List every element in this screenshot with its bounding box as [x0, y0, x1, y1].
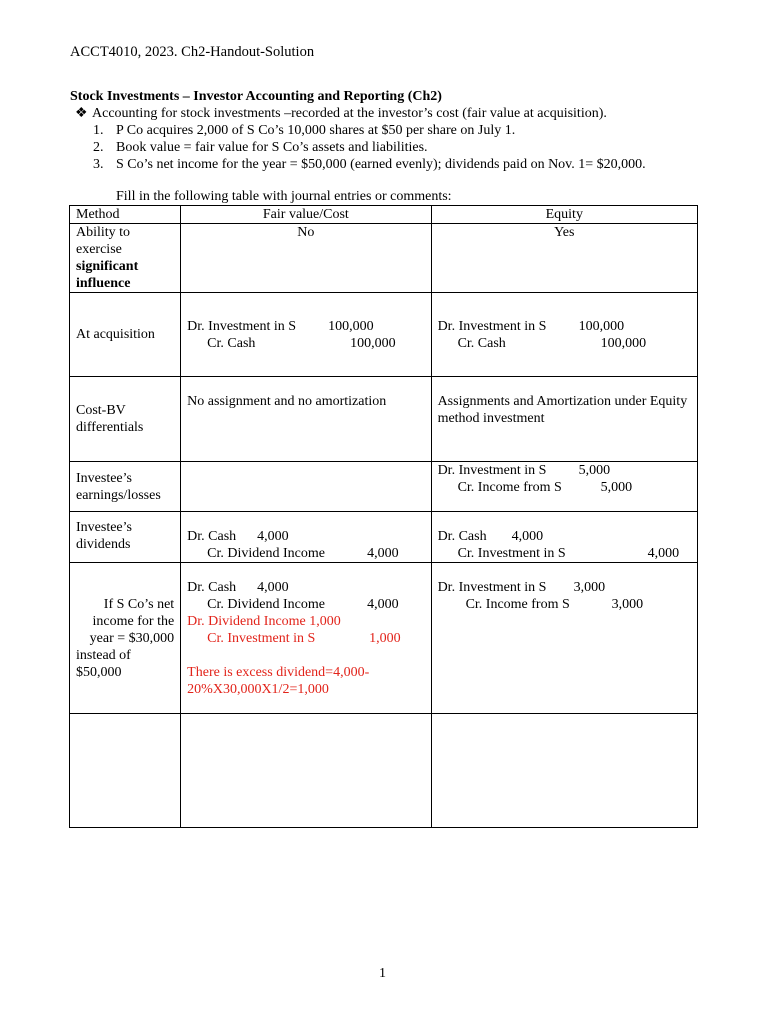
table-row-ability [70, 224, 698, 293]
table-header-row [70, 206, 698, 224]
table-row-dividends [70, 512, 698, 563]
table-row-empty [70, 714, 698, 828]
journal-debit-line [438, 579, 691, 596]
journal-credit-line [438, 545, 691, 562]
empty-cell [181, 714, 431, 828]
account-name: Cr. Cash [457, 335, 506, 351]
correction-debit-line: Dr. Dividend Income 1,000 [187, 614, 341, 629]
amount: 4,000 [257, 580, 289, 595]
label-line: Cost-BV [76, 403, 126, 418]
empty-cell [70, 714, 181, 828]
amount: 100,000 [350, 335, 396, 351]
label-line: earnings/losses [76, 487, 161, 503]
journal-credit-line [438, 479, 691, 496]
account-name: Dr. Cash [187, 529, 237, 544]
list-number: 2. [93, 140, 104, 155]
amount: 4,000 [367, 546, 399, 561]
eq-cell [431, 512, 697, 563]
label-line: exercise [76, 242, 122, 257]
label-line: year = $30,000 [89, 631, 175, 646]
account-name: Cr. Dividend Income [207, 546, 325, 561]
label-line: significant [76, 259, 139, 274]
account-name: Cr. Investment in S [457, 546, 566, 561]
label-line: If S Co’s net [103, 597, 175, 612]
label-line: differentials [76, 420, 144, 435]
page-number: 1 [379, 966, 386, 981]
account-name: Cr. Income from S [457, 480, 562, 495]
journal-debit-line [187, 579, 424, 596]
label-line: Ability to [76, 225, 131, 240]
label-line: income for the [92, 614, 175, 629]
list-text: Book value = fair value for S Co’s assets and liabilities. [116, 140, 428, 155]
account-name: Dr. Cash [437, 529, 487, 544]
eq-cell [431, 462, 697, 512]
amount: 3,000 [611, 597, 644, 612]
document-header: ACCT4010, 2023. Ch2-Handout-Solution [70, 44, 315, 60]
instruction-text: Fill in the following table with journal entries or comments: [116, 189, 452, 204]
row-label [70, 377, 181, 462]
amount: 100,000 [578, 318, 625, 334]
account-name: Cr. Investment in S [207, 631, 316, 646]
journal-credit-line [187, 335, 424, 352]
list-number: 3. [93, 157, 104, 172]
table-row-acquisition [70, 293, 698, 377]
journal-debit-line [438, 318, 691, 335]
amount: 100,000 [328, 318, 374, 334]
fv-cell [181, 512, 431, 563]
header-method: Method [70, 206, 181, 224]
account-name: Dr. Cash [187, 580, 237, 595]
fv-cell: No [181, 224, 431, 293]
label-line: Investee’s [76, 520, 132, 535]
section-title: Stock Investments – Investor Accounting and Reporting (Ch2) [70, 89, 442, 104]
fv-cell [181, 563, 431, 714]
account-name: Dr. Investment in S [437, 318, 547, 334]
journal-debit-line [438, 528, 691, 545]
numbered-list [93, 122, 693, 173]
label-line: dividends [76, 537, 131, 552]
journal-debit-line [438, 462, 691, 479]
fv-cell: No assignment and no amortization [181, 377, 431, 462]
bullet-point [75, 105, 607, 122]
list-item [93, 156, 693, 173]
eq-cell [431, 293, 697, 377]
amount: 100,000 [600, 335, 647, 351]
journal-debit-line [187, 318, 424, 335]
account-name: Cr. Dividend Income [207, 597, 325, 612]
account-name: Dr. Investment in S [437, 580, 547, 595]
amount: 4,000 [511, 529, 544, 544]
fv-cell [181, 293, 431, 377]
amount: 5,000 [600, 480, 633, 495]
excess-dividend-note: There is excess dividend=4,000-20%X30,000X1/2=1,000 [187, 665, 370, 697]
amount: 4,000 [257, 529, 289, 544]
fv-cell [181, 462, 431, 512]
list-item [93, 122, 693, 139]
journal-credit-line [187, 545, 424, 562]
table-row-alternate-income [70, 563, 698, 714]
account-name: Dr. Investment in S [187, 318, 297, 334]
amount: 4,000 [367, 597, 399, 612]
eq-cell: Assignments and Amortization under Equity method investment [431, 377, 697, 462]
account-name: Cr. Income from S [465, 597, 570, 612]
row-label: At acquisition [70, 293, 181, 377]
table-row-earnings [70, 462, 698, 512]
account-name: Dr. Investment in S [437, 463, 547, 478]
row-label [70, 224, 181, 293]
row-label [70, 563, 181, 714]
row-label [70, 462, 181, 512]
diamond-bullet-icon: ❖ [75, 106, 88, 121]
header-equity: Equity [431, 206, 697, 224]
amount: 5,000 [578, 463, 611, 478]
empty-cell [431, 714, 697, 828]
list-text: S Co’s net income for the year = $50,000 (earned evenly); dividends paid on Nov. 1= $20,000. [116, 157, 646, 172]
eq-cell [431, 563, 697, 714]
journal-credit-line [187, 596, 424, 613]
label-line: Investee’s [76, 470, 132, 486]
correction-credit-line [187, 630, 424, 647]
journal-entry-table [69, 205, 698, 828]
header-fair-value: Fair value/Cost [181, 206, 431, 224]
label-line: influence [76, 276, 131, 291]
label-line: $50,000 [76, 665, 122, 680]
amount: 3,000 [573, 580, 606, 595]
list-text: P Co acquires 2,000 of S Co’s 10,000 shares at $50 per share on July 1. [116, 123, 516, 138]
list-item [93, 139, 693, 156]
label-line: instead of [76, 648, 131, 663]
journal-credit-line [438, 335, 691, 352]
amount: 1,000 [369, 631, 401, 646]
table-row-differentials [70, 377, 698, 462]
bullet-text: Accounting for stock investments –recorded at the investor’s cost (fair value at acquisition). [92, 106, 607, 121]
amount: 4,000 [647, 546, 680, 561]
row-label [70, 512, 181, 563]
journal-credit-line [438, 596, 691, 613]
account-name: Cr. Cash [207, 335, 256, 351]
list-number: 1. [93, 123, 104, 138]
eq-cell: Yes [431, 224, 697, 293]
journal-debit-line [187, 528, 424, 545]
